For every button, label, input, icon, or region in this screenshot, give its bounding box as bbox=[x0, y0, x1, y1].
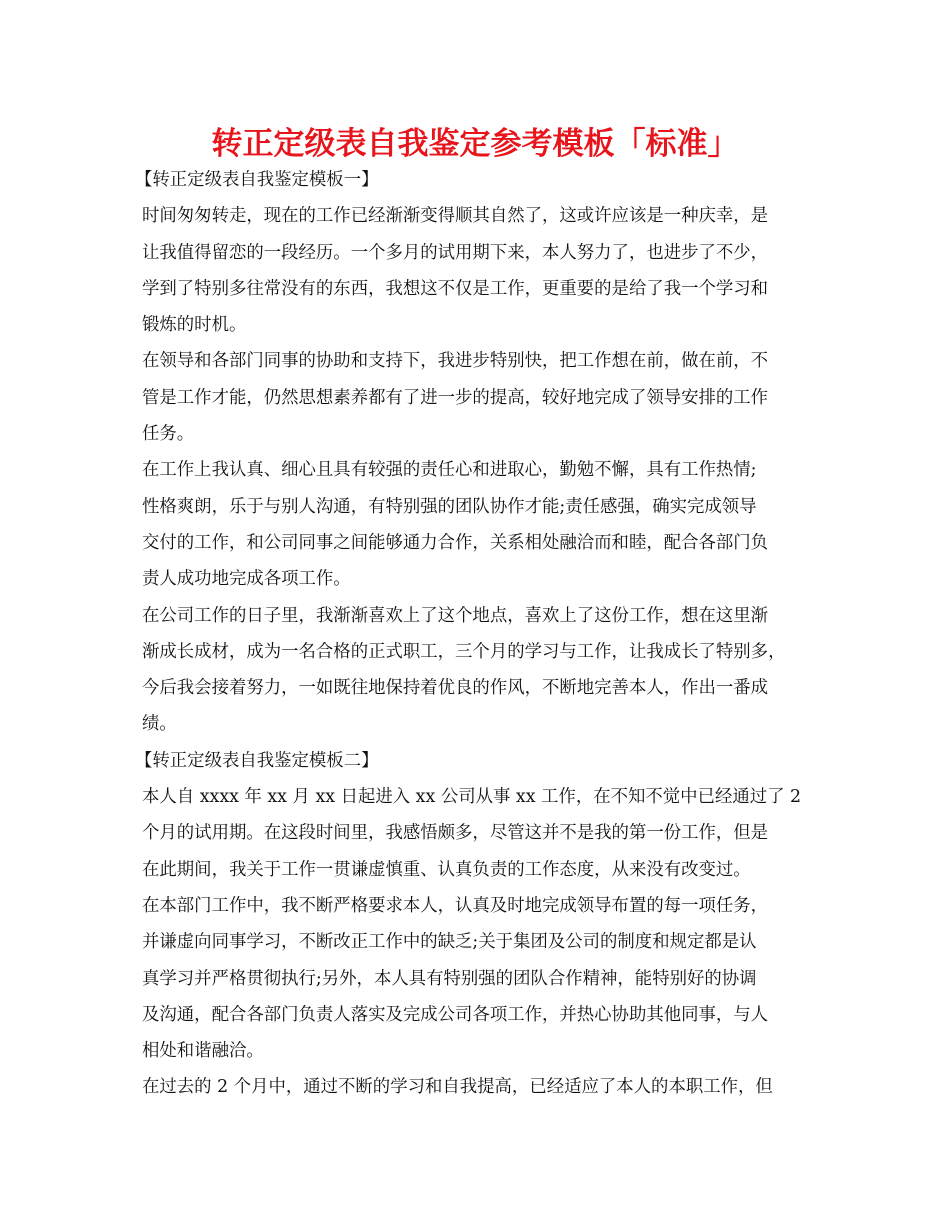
paragraph-line: 在过去的 2 个月中，通过不断的学习和自我提高，已经适应了本人的本职工作，但 bbox=[142, 1077, 773, 1098]
paragraph-line: 在公司工作的日子里，我渐渐喜欢上了这个地点，喜欢上了这份工作，想在这里渐 bbox=[142, 605, 769, 626]
paragraph-line: 时间匆匆转走，现在的工作已经渐渐变得顺其自然了，这或许应该是一种庆幸，是 bbox=[142, 206, 769, 227]
document-body bbox=[135, 162, 822, 1106]
paragraph-line: 个月的试用期。在这段时间里，我感悟颇多，尽管这并不是我的第一份工作，但是 bbox=[142, 823, 769, 844]
paragraph-line: 并谦虚向同事学习，不断改正工作中的缺乏;关于集团及公司的制度和规定都是认 bbox=[142, 932, 757, 953]
paragraph-line: 相处和谐融洽。 bbox=[142, 1041, 264, 1062]
paragraph-line: 在工作上我认真、细心且具有较强的责任心和进取心，勤勉不懈，具有工作热情; bbox=[142, 460, 757, 481]
section-heading: 【转正定级表自我鉴定模板二】 bbox=[135, 750, 379, 771]
paragraph-line: 学到了特别多往常没有的东西，我想这不仅是工作，更重要的是给了我一个学习和 bbox=[142, 278, 769, 299]
paragraph-line: 本人自 xxxx 年 xx 月 xx 日起进入 xx 公司从事 xx 工作，在不知不觉中已经通过了 2 bbox=[142, 787, 802, 808]
paragraph-line: 让我值得留恋的一段经历。一个多月的试用期下来，本人努力了，也进步了不少， bbox=[142, 242, 769, 263]
paragraph-line: 管是工作才能，仍然思想素养都有了进一步的提高，较好地完成了领导安排的工作 bbox=[142, 387, 769, 408]
paragraph-line: 在此期间，我关于工作一贯谦虚慎重、认真负责的工作态度，从来没有改变过。 bbox=[142, 859, 751, 880]
paragraph-line: 在领导和各部门同事的协助和支持下，我进步特别快，把工作想在前，做在前，不 bbox=[142, 351, 769, 372]
paragraph-line: 及沟通，配合各部门负责人落实及完成公司各项工作，并热心协助其他同事，与人 bbox=[142, 1004, 769, 1025]
paragraph-line: 绩。 bbox=[142, 714, 177, 735]
document-title: 转正定级表自我鉴定参考模板「标准」 bbox=[211, 126, 739, 162]
paragraph-line: 责人成功地完成各项工作。 bbox=[142, 569, 351, 590]
paragraph-line: 任务。 bbox=[142, 424, 195, 445]
paragraph-line: 锻炼的时机。 bbox=[142, 315, 247, 336]
paragraph-line: 性格爽朗，乐于与别人沟通，有特别强的团队协作才能;责任感强，确实完成领导 bbox=[142, 496, 757, 517]
paragraph-line: 在本部门工作中，我不断严格要求本人，认真及时地完成领导布置的每一项任务， bbox=[142, 895, 769, 916]
paragraph-line: 交付的工作，和公司同事之间能够通力合作，关系相处融洽而和睦，配合各部门负 bbox=[142, 532, 769, 553]
paragraph-line: 真学习并严格贯彻执行;另外，本人具有特别强的团队合作精神，能特别好的协调 bbox=[142, 968, 757, 989]
section-heading: 【转正定级表自我鉴定模板一】 bbox=[135, 170, 379, 190]
paragraph-line: 渐成长成材，成为一名合格的正式职工，三个月的学习与工作，让我成长了特别多， bbox=[142, 641, 786, 662]
paragraph-line: 今后我会接着努力，一如既往地保持着优良的作风，不断地完善本人，作出一番成 bbox=[142, 678, 769, 699]
